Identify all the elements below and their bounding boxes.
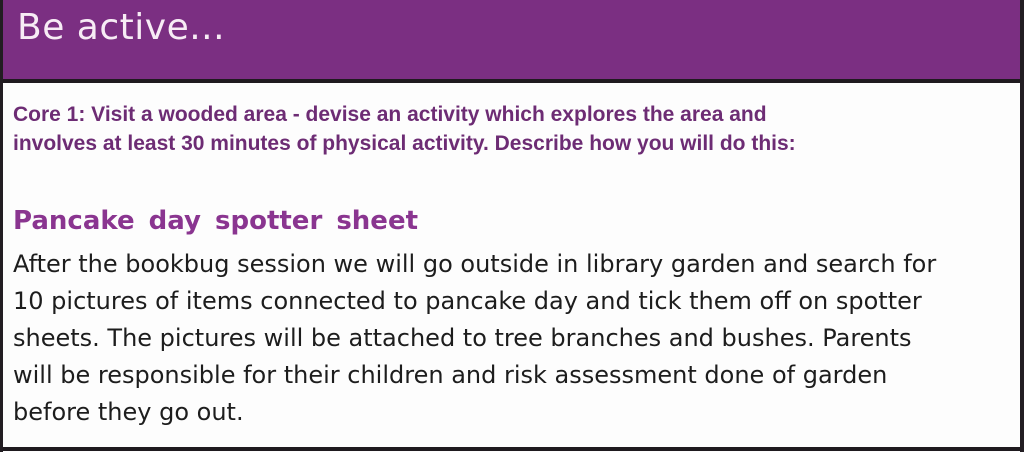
answer-line: 10 pictures of items connected to pancake day and tick them off on spotter [13,287,922,315]
answer-line: sheets. The pictures will be attached to tree branches and bushes. Parents [13,324,912,352]
section-body [3,87,1020,452]
answer-line: After the bookbug session we will go outside in library garden and search for [13,250,937,278]
task-prompt [13,100,1010,158]
section-title: Be active... [17,7,226,48]
cell-bottom-border [3,447,1020,451]
task-prompt-line: involves at least 30 minutes of physical activity. Describe how you will do this: [13,132,796,155]
section-header-bar [3,0,1020,83]
task-prompt-line: Core 1: Visit a wooded area - devise an activity which explores the area and [13,103,767,126]
answer-line: before they go out. [13,398,244,426]
answer-heading: Pancake day spotter sheet [13,206,418,236]
answer-line: will be responsible for their children and risk assessment done of garden [13,361,888,389]
answer-paragraph [13,246,1010,431]
